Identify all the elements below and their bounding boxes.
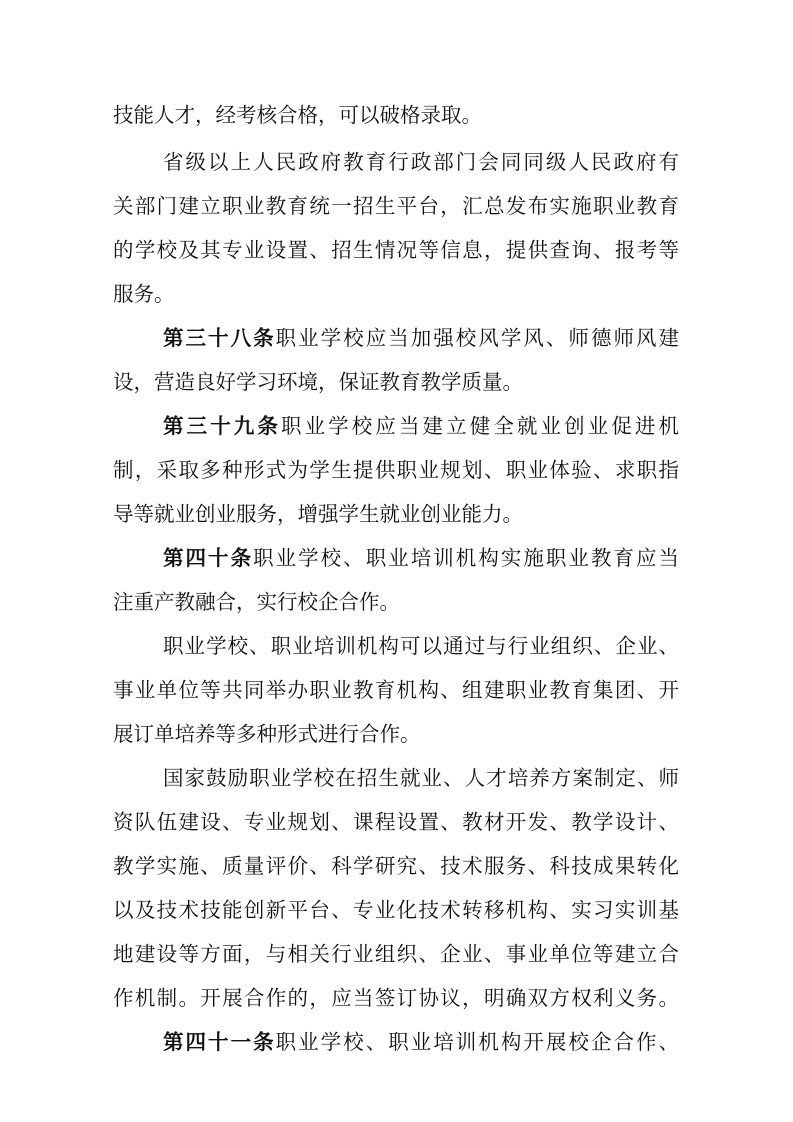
article-line: [163, 1030, 679, 1054]
text-line: [113, 194, 679, 218]
line-text: 国家鼓励职业学校在招生就业、人才培养方案制定、师: [163, 766, 679, 790]
paragraph-first-line: [163, 634, 679, 658]
line-text: 省级以上人民政府教育行政部门会同同级人民政府有: [163, 150, 679, 174]
line-text: 的学校及其专业设置、招生情况等信息，提供查询、报考等: [113, 238, 679, 262]
line-text: 地建设等方面，与相关行业组织、企业、事业单位等建立合: [113, 942, 679, 966]
article-number: 第四十一条: [163, 1030, 276, 1054]
line-text: 关部门建立职业教育统一招生平台，汇总发布实施职业教育: [113, 194, 679, 218]
line-text: 导等就业创业服务，增强学生就业创业能力。: [113, 502, 523, 526]
article-line: [163, 326, 679, 350]
article-line: [163, 546, 679, 570]
paragraph-first-line: [163, 150, 679, 174]
line-text: 展订单培养等多种形式进行合作。: [113, 722, 421, 746]
line-text: 职业学校、职业培训机构可以通过与行业组织、企业、: [163, 634, 679, 658]
text-line: [113, 810, 679, 834]
text-line: [113, 722, 421, 746]
article-number: 第三十八条: [163, 326, 276, 350]
line-text: 技能人才，经考核合格，可以破格录取。: [113, 103, 482, 127]
text-line: [113, 986, 679, 1010]
text-line: [113, 502, 523, 526]
text-line: [113, 238, 679, 262]
text-line: [113, 590, 400, 614]
line-text: 职业学校应当建立健全就业创业促进机: [280, 414, 680, 438]
article-number: 第四十条: [163, 546, 254, 570]
article-number: 第三十九条: [163, 414, 281, 438]
line-text: 制，采取多种形式为学生提供职业规划、职业体验、求职指: [113, 458, 679, 482]
line-text: 职业学校、职业培训机构开展校企合作、: [275, 1030, 680, 1054]
text-line: [113, 854, 679, 878]
line-text: 教学实施、质量评价、科学研究、技术服务、科技成果转化: [113, 854, 679, 878]
text-line: [113, 370, 523, 394]
line-text: 资队伍建设、专业规划、课程设置、教材开发、教学设计、: [113, 810, 679, 834]
line-text: 注重产教融合，实行校企合作。: [113, 590, 400, 614]
line-text: 设，营造良好学习环境，保证教育教学质量。: [113, 370, 523, 394]
text-line: [113, 898, 679, 922]
line-text: 事业单位等共同举办职业教育机构、组建职业教育集团、开: [113, 678, 679, 702]
line-text: 职业学校、职业培训机构实施职业教育应当: [253, 546, 680, 570]
text-line: [113, 103, 482, 127]
text-line: [113, 942, 679, 966]
article-line: [163, 414, 679, 438]
paragraph-first-line: [163, 766, 679, 790]
line-text: 以及技术技能创新平台、专业化技术转移机构、实习实训基: [113, 898, 679, 922]
line-text: 作机制。开展合作的，应当签订协议，明确双方权利义务。: [113, 986, 679, 1010]
text-line: [113, 282, 175, 306]
text-line: [113, 678, 679, 702]
line-text: 职业学校应当加强校风学风、师德师风建: [275, 326, 680, 350]
line-text: 服务。: [113, 282, 175, 306]
text-line: [113, 458, 679, 482]
